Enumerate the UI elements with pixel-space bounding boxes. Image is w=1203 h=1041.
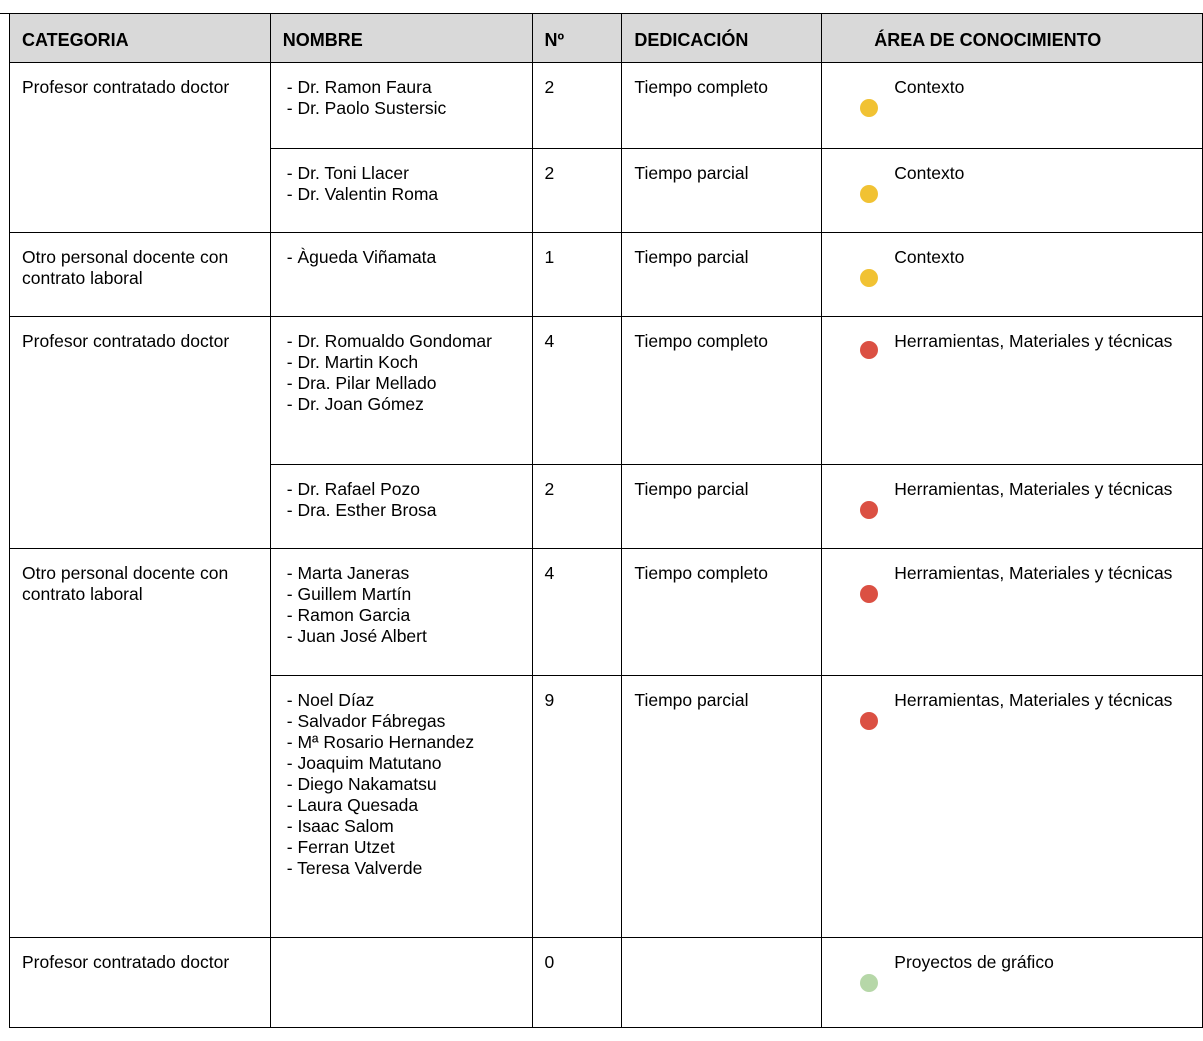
area-cell (822, 465, 1203, 549)
dedicacion-cell: Tiempo completo (622, 317, 822, 465)
numero-cell: 0 (532, 938, 622, 1028)
table-row (10, 317, 1203, 465)
header-numero: Nº (532, 14, 622, 63)
name-item: - Salvador Fábregas (286, 711, 446, 731)
numero-cell: 1 (532, 233, 622, 317)
name-item: - Àgueda Viñamata (286, 247, 437, 267)
area-text: Herramientas, Materiales y técnicas (894, 690, 1173, 710)
name-item: - Noel Díaz (286, 690, 375, 710)
table-row (10, 549, 1203, 676)
name-item: - Ferran Utzet (286, 837, 395, 857)
header-dedicacion: DEDICACIÓN (622, 14, 822, 63)
area-cell (822, 149, 1203, 233)
numero-cell: 4 (532, 549, 622, 676)
dedicacion-cell: Tiempo parcial (622, 676, 822, 938)
name-item: - Dr. Valentin Roma (286, 184, 439, 204)
area-text: Herramientas, Materiales y técnicas (894, 479, 1173, 499)
header-nombre: NOMBRE (270, 14, 532, 63)
area-cell (822, 938, 1203, 1028)
dedicacion-cell: Tiempo completo (622, 63, 822, 149)
dedicacion-cell: Tiempo parcial (622, 233, 822, 317)
numero-cell: 2 (532, 63, 622, 149)
area-dot-icon (860, 585, 878, 603)
area-dot-icon (860, 974, 878, 992)
name-item: - Dr. Martin Koch (286, 352, 419, 372)
area-text: Proyectos de gráfico (894, 952, 1054, 972)
name-item: - Dr. Joan Gómez (286, 394, 424, 414)
area-text: Herramientas, Materiales y técnicas (894, 331, 1173, 351)
categoria-text: Profesor contratado doctor (22, 331, 230, 351)
nombres-cell (270, 549, 532, 676)
name-item: - Dra. Pilar Mellado (286, 373, 437, 393)
numero-cell: 9 (532, 676, 622, 938)
categoria-cell (10, 63, 271, 233)
header-row (10, 14, 1203, 63)
name-item: - Ramon Garcia (286, 605, 411, 625)
categoria-text: Otro personal docente con contrato laboral (22, 247, 229, 288)
nombres-cell (270, 676, 532, 938)
numero-cell: 2 (532, 149, 622, 233)
area-cell (822, 233, 1203, 317)
name-item: - Marta Janeras (286, 563, 410, 583)
area-dot-icon (860, 269, 878, 287)
dedicacion-cell (622, 938, 822, 1028)
categoria-text: Profesor contratado doctor (22, 952, 230, 972)
area-cell (822, 676, 1203, 938)
name-item: - Juan José Albert (286, 626, 427, 646)
name-item: - Guillem Martín (286, 584, 412, 604)
name-item: - Dr. Toni Llacer (286, 163, 409, 183)
nombres-cell (270, 465, 532, 549)
name-item: - Dr. Rafael Pozo (286, 479, 421, 499)
nombres-cell (270, 149, 532, 233)
area-dot-icon (860, 712, 878, 730)
area-text: Herramientas, Materiales y técnicas (894, 563, 1173, 583)
categoria-cell (10, 233, 271, 317)
name-item: - Dr. Ramon Faura (286, 77, 432, 97)
name-item: - Laura Quesada (286, 795, 419, 815)
dedicacion-cell: Tiempo completo (622, 549, 822, 676)
area-dot-icon (860, 341, 878, 359)
area-cell (822, 63, 1203, 149)
name-item: - Dr. Romualdo Gondomar (286, 331, 492, 351)
name-item: - Teresa Valverde (286, 858, 423, 878)
categoria-text: Profesor contratado doctor (22, 77, 230, 97)
name-item: - Joaquim Matutano (286, 753, 442, 773)
name-item: - Diego Nakamatsu (286, 774, 437, 794)
area-text: Contexto (894, 77, 965, 97)
categoria-cell (10, 549, 271, 938)
staff-table (9, 13, 1203, 1028)
name-item: - Dr. Paolo Sustersic (286, 98, 447, 118)
area-cell (822, 549, 1203, 676)
nombres-cell (270, 233, 532, 317)
area-cell (822, 317, 1203, 465)
nombres-cell (270, 317, 532, 465)
area-dot-icon (860, 501, 878, 519)
categoria-cell (10, 317, 271, 549)
nombres-cell (270, 938, 532, 1028)
header-categoria: CATEGORIA (10, 14, 271, 63)
area-dot-icon (860, 99, 878, 117)
area-text: Contexto (894, 163, 965, 183)
numero-cell: 4 (532, 317, 622, 465)
name-item: - Dra. Esther Brosa (286, 500, 437, 520)
header-area: ÁREA DE CONOCIMIENTO (822, 14, 1203, 63)
name-item: - Mª Rosario Hernandez (286, 732, 475, 752)
categoria-cell (10, 938, 271, 1028)
area-dot-icon (860, 185, 878, 203)
table-row (10, 938, 1203, 1028)
area-text: Contexto (894, 247, 965, 267)
table-row (10, 233, 1203, 317)
table-row (10, 63, 1203, 149)
name-item: - Isaac Salom (286, 816, 394, 836)
numero-cell: 2 (532, 465, 622, 549)
categoria-text: Otro personal docente con contrato laboral (22, 563, 229, 604)
dedicacion-cell: Tiempo parcial (622, 465, 822, 549)
dedicacion-cell: Tiempo parcial (622, 149, 822, 233)
nombres-cell (270, 63, 532, 149)
